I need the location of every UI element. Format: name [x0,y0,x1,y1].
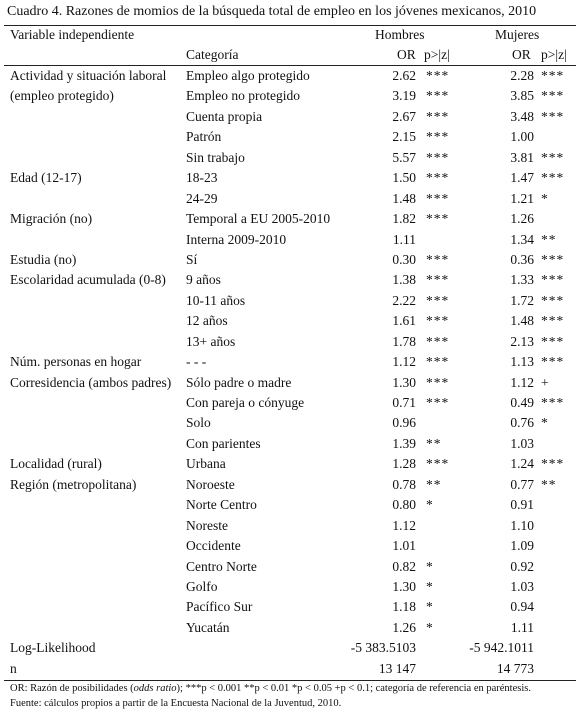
category-cell: Noroeste [186,476,235,492]
variable-cell: Localidad (rural) [10,456,102,472]
mujeres-sig-cell: *** [541,170,565,186]
hombres-sig-cell: *** [426,374,450,390]
mujeres-sig-cell: *** [541,395,565,410]
category-cell: Norte Centro [186,497,257,513]
hombres-or-cell: 0.30 [392,251,416,267]
hombres-or-cell: 1.26 [392,619,416,635]
hombres-sig-cell: *** [426,456,450,472]
category-cell: 24-29 [186,190,218,206]
mujeres-or-cell: 1.72 [510,292,534,308]
category-cell: Empleo no protegido [186,88,300,104]
hombres-sig-cell: * [426,578,434,594]
table-row [0,393,580,413]
hombres-or-cell: 1.30 [392,578,416,594]
mujeres-or-cell: 1.12 [510,374,534,390]
mujeres-or-cell: 0.77 [510,476,534,492]
table-row [0,230,580,250]
hombres-or-cell: 1.11 [392,231,416,247]
mujeres-or-cell: 1.21 [510,190,534,206]
footnote-source: Fuente: cálculos propios a partir de la Encuesta Nacional de la Juventud, 2010. [10,698,342,709]
header-hombres-pz: p>|z| [424,47,450,62]
hombres-sig-cell: *** [426,170,450,186]
hombres-or-cell: 1.12 [392,354,416,370]
mujeres-or-cell: 3.81 [510,149,534,165]
table-row [0,434,580,454]
table-row [0,332,580,352]
table-row [0,107,580,127]
hombres-or-cell: 13 147 [378,660,416,676]
mujeres-sig-cell: *** [541,149,565,165]
hombres-or-cell: 1.38 [392,272,416,288]
hombres-sig-cell: *** [426,333,450,349]
mujeres-sig-cell: *** [541,272,565,288]
table-title: Cuadro 4. Razones de momios de la búsqueda total de empleo en los jóvenes mexicanos, 2010 [7,4,537,19]
mujeres-sig-cell: * [541,415,549,431]
hombres-sig-cell: * [426,497,434,513]
table-row [0,291,580,311]
mujeres-or-cell: 2.28 [510,68,534,83]
hombres-sig-cell: *** [426,88,450,104]
hombres-or-cell: 0.82 [392,558,416,574]
table-row [0,597,580,617]
mujeres-sig-cell: * [541,190,549,206]
mujeres-sig-cell: *** [541,68,565,83]
hombres-sig-cell: *** [426,272,450,288]
table-row [0,148,580,168]
top-rule [4,25,576,26]
mujeres-or-cell: 1.11 [510,619,534,635]
mujeres-sig-cell: *** [541,354,565,370]
mujeres-or-cell: 1.13 [510,354,534,370]
category-cell: Solo [186,415,211,431]
table-row [0,311,580,331]
category-cell: Sólo padre o madre [186,374,292,390]
mujeres-or-cell: 14 773 [496,660,534,676]
category-cell: Golfo [186,578,218,594]
mujeres-sig-cell: *** [541,292,565,308]
mujeres-or-cell: 0.49 [510,395,534,410]
hombres-or-cell: 1.48 [392,190,416,206]
category-cell: Temporal a EU 2005-2010 [186,211,331,227]
mujeres-or-cell: -5 942.1011 [469,640,534,656]
mujeres-sig-cell: ** [541,476,557,492]
mujeres-or-cell: 1.10 [510,517,534,533]
hombres-or-cell: 3.19 [392,88,416,104]
mujeres-or-cell: 0.36 [510,251,534,267]
mujeres-or-cell: 1.00 [510,129,534,145]
table-row [0,250,580,270]
hombres-or-cell: 1.30 [392,374,416,390]
hombres-sig-cell: * [426,599,434,615]
mujeres-or-cell: 1.48 [510,313,534,329]
category-cell: 9 años [186,272,221,288]
category-cell: 10-11 años [186,292,246,308]
hombres-or-cell: 1.18 [392,599,416,615]
mujeres-or-cell: 3.48 [510,108,534,124]
category-cell: Empleo algo protegido [186,68,310,83]
hombres-sig-cell: *** [426,354,450,370]
table-row [0,495,580,515]
footnote-legend: OR: Razón de posibilidades (odds ratio); ***p < 0.001 **p < 0.01 *p < 0.05 +p < 0.1; categoría de referencia en paréntesis. [10,683,531,694]
category-cell: Con pareja o cónyuge [186,395,305,410]
table-row [0,413,580,433]
hombres-or-cell: 1.50 [392,170,416,186]
mujeres-or-cell: 0.92 [510,558,534,574]
table-row [0,189,580,209]
hombres-or-cell: 0.80 [392,497,416,513]
variable-cell: Log-Likelihood [10,640,96,656]
category-cell: Patrón [186,129,222,145]
table-row [0,516,580,536]
hombres-or-cell: 1.28 [392,456,416,472]
hombres-sig-cell: *** [426,149,450,165]
mujeres-sig-cell: + [541,374,550,390]
hombres-sig-cell: * [426,558,434,574]
header-variable: Variable independiente [10,27,135,42]
hombres-or-cell: 1.82 [392,211,416,227]
mujeres-or-cell: 1.03 [510,578,534,594]
header-mujeres: Mujeres [495,27,540,42]
category-cell: - - - [186,354,207,370]
hombres-sig-cell: ** [426,435,442,451]
hombres-sig-cell: * [426,619,434,635]
hombres-sig-cell: *** [426,395,450,410]
hombres-sig-cell: *** [426,68,450,83]
category-cell: 12 años [186,313,228,329]
mujeres-sig-cell: *** [541,88,565,104]
variable-cell: Región (metropolitana) [10,476,137,492]
hombres-sig-cell: ** [426,476,442,492]
header-hombres-or: OR [397,47,416,62]
category-cell: 18-23 [186,170,218,186]
mujeres-or-cell: 0.91 [510,497,534,513]
variable-cell: Migración (no) [10,211,93,227]
variable-cell: Núm. personas en hogar [10,354,142,370]
variable-cell: (empleo protegido) [10,88,114,104]
table-row [0,270,580,290]
hombres-sig-cell: *** [426,313,450,329]
category-cell: 13+ años [186,333,236,349]
header-mujeres-pz: p>|z| [541,47,567,62]
table-row [0,659,580,679]
mujeres-sig-cell: *** [541,313,565,329]
mujeres-sig-cell: *** [541,333,565,349]
mujeres-or-cell: 1.09 [510,538,534,554]
hombres-sig-cell: *** [426,108,450,124]
hombres-or-cell: 2.22 [392,292,416,308]
mujeres-or-cell: 0.76 [510,415,534,431]
hombres-sig-cell: *** [426,190,450,206]
category-cell: Noreste [186,517,228,533]
table-row [0,536,580,556]
category-cell: Pacífico Sur [186,599,253,615]
category-cell: Sin trabajo [186,149,245,165]
hombres-or-cell: 2.62 [392,68,416,83]
hombres-or-cell: 0.96 [392,415,416,431]
mujeres-or-cell: 3.85 [510,88,534,104]
hombres-or-cell: 0.78 [392,476,416,492]
hombres-or-cell: 1.01 [392,538,416,554]
variable-cell: Edad (12-17) [10,170,82,186]
mujeres-or-cell: 1.34 [510,231,534,247]
table-row [0,168,580,188]
table-row [0,557,580,577]
variable-cell: Corresidencia (ambos padres) [10,374,172,390]
header-mujeres-or: OR [512,47,531,62]
hombres-sig-cell: *** [426,129,450,145]
variable-cell: Actividad y situación laboral [10,68,167,83]
mujeres-or-cell: 2.13 [510,333,534,349]
mujeres-or-cell: 1.24 [510,456,534,472]
mujeres-sig-cell: *** [541,108,565,124]
mujeres-sig-cell: *** [541,456,565,472]
mujeres-sig-cell: ** [541,231,557,247]
category-cell: Urbana [186,456,226,472]
table-body [0,66,580,679]
hombres-or-cell: 2.15 [392,129,416,145]
hombres-sig-cell: *** [426,211,450,227]
table-row [0,577,580,597]
hombres-or-cell: -5 383.5103 [350,640,416,656]
category-cell: Con parientes [186,435,261,451]
variable-cell: Escolaridad acumulada (0-8) [10,272,166,288]
mujeres-or-cell: 0.94 [510,599,534,615]
category-cell: Occidente [186,538,241,554]
header-categoria: Categoría [186,47,239,62]
hombres-or-cell: 0.71 [392,395,416,410]
hombres-or-cell: 1.12 [392,517,416,533]
category-cell: Centro Norte [186,558,257,574]
table-row [0,86,580,106]
table-row [0,66,580,86]
table-row [0,454,580,474]
table-row [0,475,580,495]
table-row [0,618,580,638]
mujeres-or-cell: 1.47 [510,170,534,186]
hombres-or-cell: 2.67 [392,108,416,124]
table-row [0,638,580,658]
table-row [0,373,580,393]
hombres-or-cell: 1.61 [392,313,416,329]
hombres-sig-cell: *** [426,292,450,308]
mujeres-or-cell: 1.33 [510,272,534,288]
header-hombres: Hombres [375,27,425,42]
table-row [0,352,580,372]
bottom-rule [4,680,576,681]
mujeres-sig-cell: *** [541,251,565,267]
variable-cell: Estudia (no) [10,251,77,267]
category-cell: Yucatán [186,619,230,635]
mujeres-or-cell: 1.26 [510,211,534,227]
variable-cell: n [10,660,17,676]
category-cell: Cuenta propia [186,108,263,124]
category-cell: Sí [186,251,198,267]
category-cell: Interna 2009-2010 [186,231,287,247]
hombres-or-cell: 1.39 [392,435,416,451]
table-row [0,127,580,147]
mujeres-or-cell: 1.03 [510,435,534,451]
hombres-or-cell: 1.78 [392,333,416,349]
hombres-sig-cell: *** [426,251,450,267]
hombres-or-cell: 5.57 [392,149,416,165]
table-row [0,209,580,229]
